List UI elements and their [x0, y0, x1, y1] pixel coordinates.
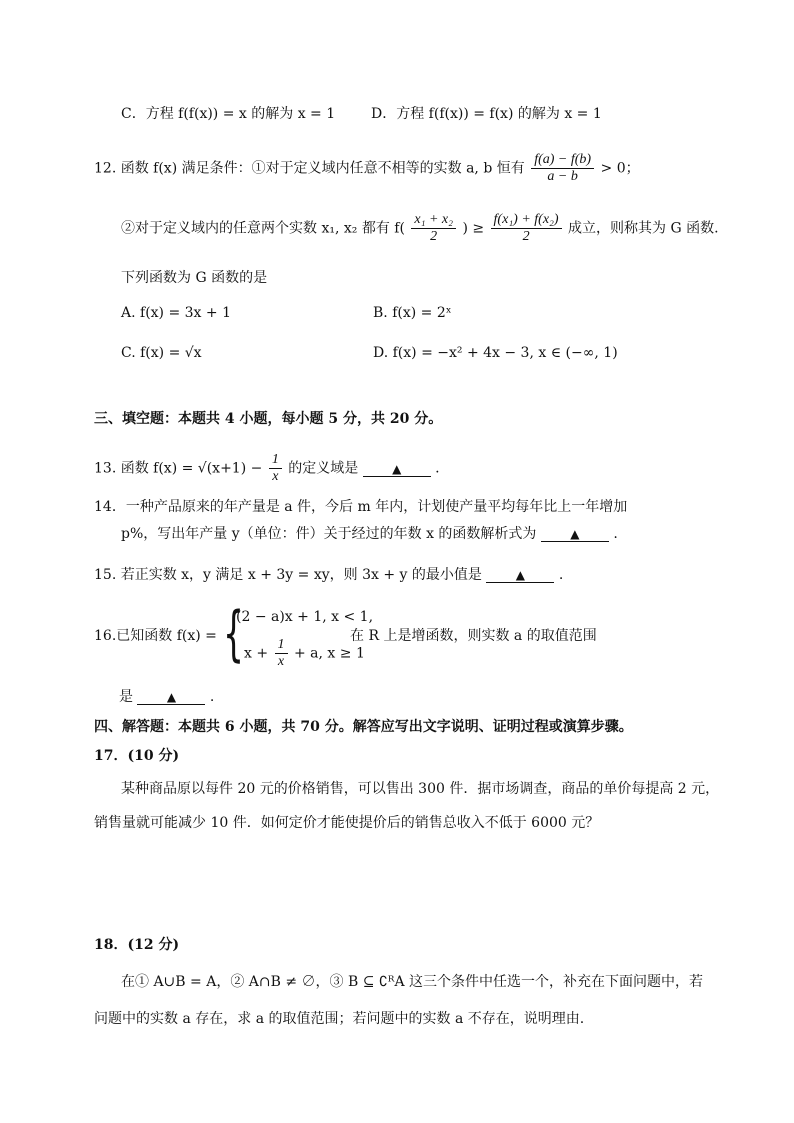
q14-line1: 14．一种产品原来的年产量是 a 件，今后 m 年内，计划使产量平均每年比上一年增加: [94, 499, 628, 515]
q16-post: 在 R 上是增函数，则实数 a 的取值范围: [350, 628, 597, 644]
q17-heading: 17．(10 分): [94, 748, 180, 764]
q12-stem2-mid: ) ≥: [462, 220, 485, 237]
q12-fraction-3-den: 2: [522, 229, 530, 245]
q11-option-c: C．方程 f(f(x)) = x 的解为 x = 1: [121, 106, 336, 122]
q16-case2-post: + a, x ≥ 1: [293, 645, 365, 662]
q14-end: .: [613, 526, 618, 542]
q12-stem2-post: 成立，则称其为 G 函数.: [568, 220, 719, 237]
q16-case-1: (2 − a)x + 1, x < 1,: [236, 609, 374, 625]
q13-post: 的定义域是: [288, 460, 359, 477]
q16-piecewise-brace: {: [223, 599, 245, 669]
q13-fraction-den: x: [272, 469, 279, 485]
q13-fraction: [269, 452, 282, 485]
q17-line2: 销售量就可能减少 10 件．如何定价才能使提价后的销售总收入不低于 6000 元？: [94, 815, 600, 831]
q16-case2-fraction-num: 1: [275, 637, 288, 654]
q12-ask: 下列函数为 G 函数的是: [121, 270, 268, 286]
q15-end: .: [558, 567, 564, 583]
q14-answer-blank[interactable]: ▲: [541, 527, 609, 542]
q12-option-a: A. f(x) = 3x + 1: [121, 305, 231, 321]
q16-case-2: [244, 637, 365, 670]
q16-case2-fraction: [275, 637, 288, 670]
q15-pre: 15. 若正实数 x，y 满足 x + 3y = xy，则 3x + y 的最小值是: [94, 567, 482, 583]
q13: [94, 452, 440, 485]
section-4-heading: 四、解答题：本题共 6 小题，共 70 分。解答应写出文字说明、证明过程或演算步骤。: [94, 719, 633, 735]
q16-answer-blank[interactable]: ▲: [137, 690, 205, 705]
q13-pre: 13. 函数 f(x) = √(x+1) −: [94, 460, 263, 477]
section-3-heading: 三、填空题：本题共 4 小题，每小题 5 分，共 20 分。: [94, 411, 443, 427]
q12-stem-line2: [121, 212, 719, 245]
q12-fraction-3: [491, 212, 562, 245]
q12-fraction-2: [411, 212, 456, 245]
q13-fraction-num: 1: [269, 452, 282, 469]
q12-fraction-2-den: 2: [430, 229, 438, 245]
q12-fraction-1-num: f(a) − f(b): [531, 152, 594, 169]
q12-number: 12.: [94, 160, 117, 177]
q12-fraction-1: [531, 152, 594, 185]
q13-end: .: [435, 460, 440, 477]
q15: [94, 567, 563, 584]
q12-option-b: B. f(x) = 2ˣ: [373, 305, 452, 321]
q18-line1: 在① A∪B = A，② A∩B ≠ ∅，③ B ⊆ ∁ᴿA 这三个条件中任选一个，补充在下面问题中，若: [121, 974, 704, 990]
q12-option-d: D. f(x) = −x² + 4x − 3, x ∈ (−∞, 1): [373, 345, 618, 361]
q12-fraction-1-den: a − b: [547, 169, 578, 185]
q11-option-d: D．方程 f(f(x)) = f(x) 的解为 x = 1: [371, 106, 602, 122]
q12-fraction-2-num: x₁ + x₂: [411, 212, 456, 229]
q15-answer-blank[interactable]: ▲: [486, 568, 554, 583]
q14-line2-pre: p%，写出年产量 y（单位：件）关于经过的年数 x 的函数解析式为: [121, 526, 537, 542]
q12-stem1-pre: 函数 f(x) 满足条件：①对于定义域内任意不相等的实数 a, b 恒有: [120, 160, 525, 177]
q16-line2-pre: 是: [119, 689, 133, 705]
q16-case2-pre: x +: [244, 645, 269, 662]
q18-line2: 问题中的实数 a 存在，求 a 的取值范围；若问题中的实数 a 不存在，说明理由.: [94, 1011, 585, 1027]
q18-heading: 18．(12 分): [94, 937, 180, 953]
q12-stem1-post: > 0；: [600, 160, 640, 177]
q12-fraction-3-num: f(x₁) + f(x₂): [491, 212, 562, 229]
q17-line1: 某种商品原以每件 20 元的价格销售，可以售出 300 件．据市场调查，商品的单价每提高 2 元，: [121, 781, 720, 797]
q16-line2: [119, 689, 214, 706]
q16-end: .: [209, 689, 215, 705]
q14-line2: [121, 526, 618, 543]
q12-stem2-pre: ②对于定义域内的任意两个实数 x₁, x₂ 都有 f(: [121, 220, 405, 237]
q13-answer-blank[interactable]: ▲: [363, 462, 431, 477]
q16-pre: 16.已知函数 f(x) =: [94, 628, 217, 644]
q12-option-c: C. f(x) = √x: [121, 345, 202, 361]
q16-case2-fraction-den: x: [277, 654, 285, 670]
q12-stem-line1: [94, 152, 640, 185]
